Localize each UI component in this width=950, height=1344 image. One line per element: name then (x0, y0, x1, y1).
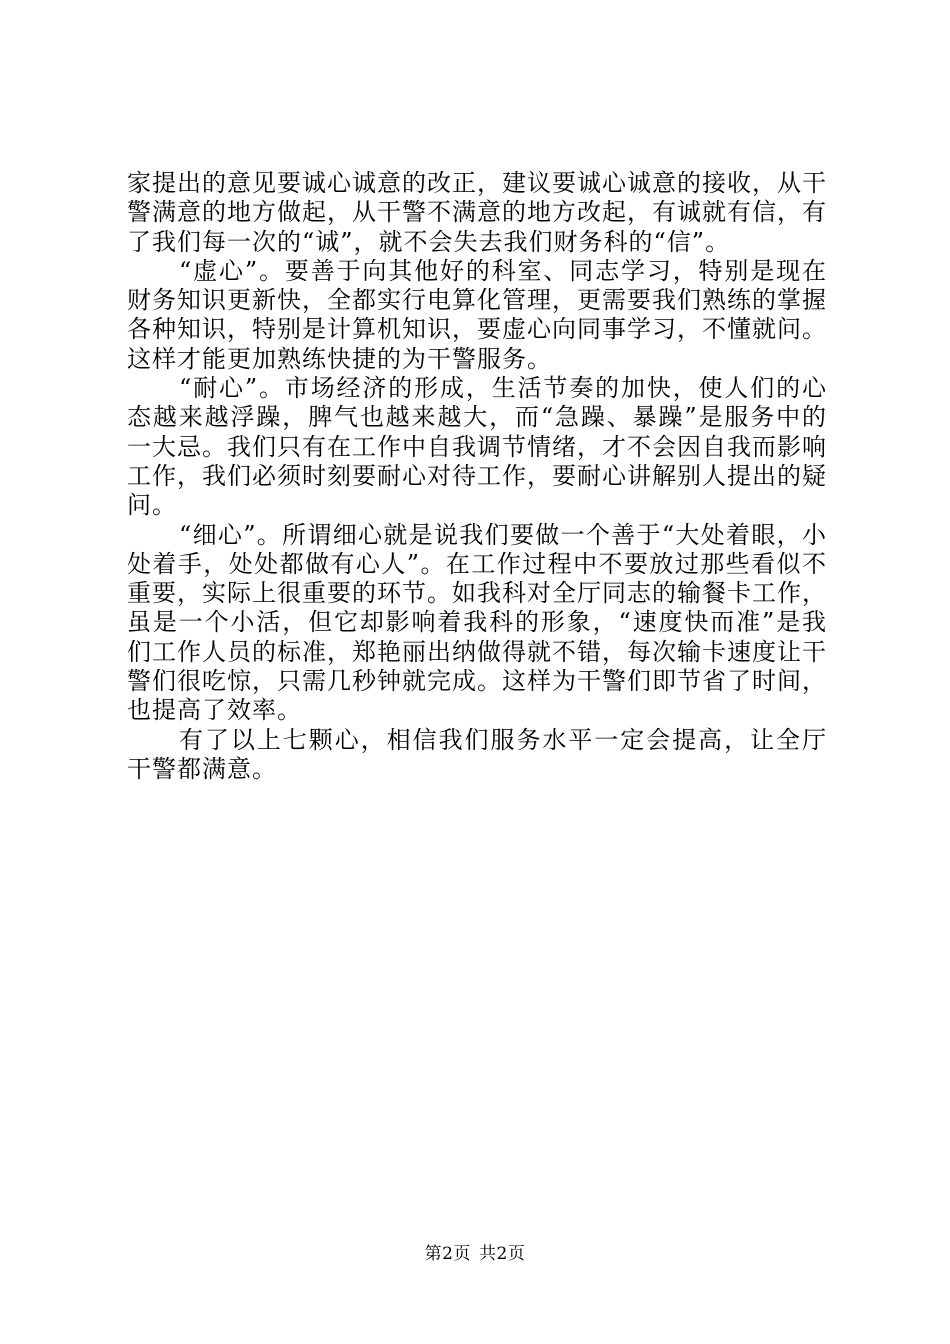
page-number-total: 共2页 (479, 1244, 526, 1264)
paragraph-humble: “虚心”。要善于向其他好的科室、同志学习，特别是现在财务知识更新快，全都实行电算化管理，更需要我们熟练的掌握各种知识，特别是计算机知识，要虚心向同事学习，不懂就问。这样才能更加熟练快捷的为干警服务。 (127, 256, 827, 373)
page-footer (0, 1244, 950, 1264)
paragraph-continuation: 家提出的意见要诚心诚意的改正，建议要诚心诚意的接收，从干警满意的地方做起，从干警不满意的地方改起，有诚就有信，有了我们每一次的“诚”，就不会失去我们财务科的“信”。 (127, 169, 827, 256)
paragraph-conclusion: 有了以上七颗心，相信我们服务水平一定会提高，让全厅干警都满意。 (127, 725, 827, 783)
paragraph-patience: “耐心”。市场经济的形成，生活节奏的加快，使人们的心态越来越浮躁，脾气也越来越大，而“急躁、暴躁”是服务中的一大忌。我们只有在工作中自我调节情绪，才不会因自我而影响工作，我们必须时刻要耐心对待工作，要耐心讲解别人提出的疑问。 (127, 374, 827, 520)
document-body (127, 169, 827, 784)
page-number-current: 第2页 (424, 1244, 471, 1264)
paragraph-careful: “细心”。所谓细心就是说我们要做一个善于“大处着眼，小处着手，处处都做有心人”。在工作过程中不要放过那些看似不重要，实际上很重要的环节。如我科对全厅同志的输餐卡工作，虽是一个小活，但它却影响着我科的形象，“速度快而准”是我们工作人员的标准，郑艳丽出纳做得就不错，每次输卡速度让干警们很吃惊，只需几秒钟就完成。这样为干警们即节省了时间，也提高了效率。 (127, 520, 827, 725)
